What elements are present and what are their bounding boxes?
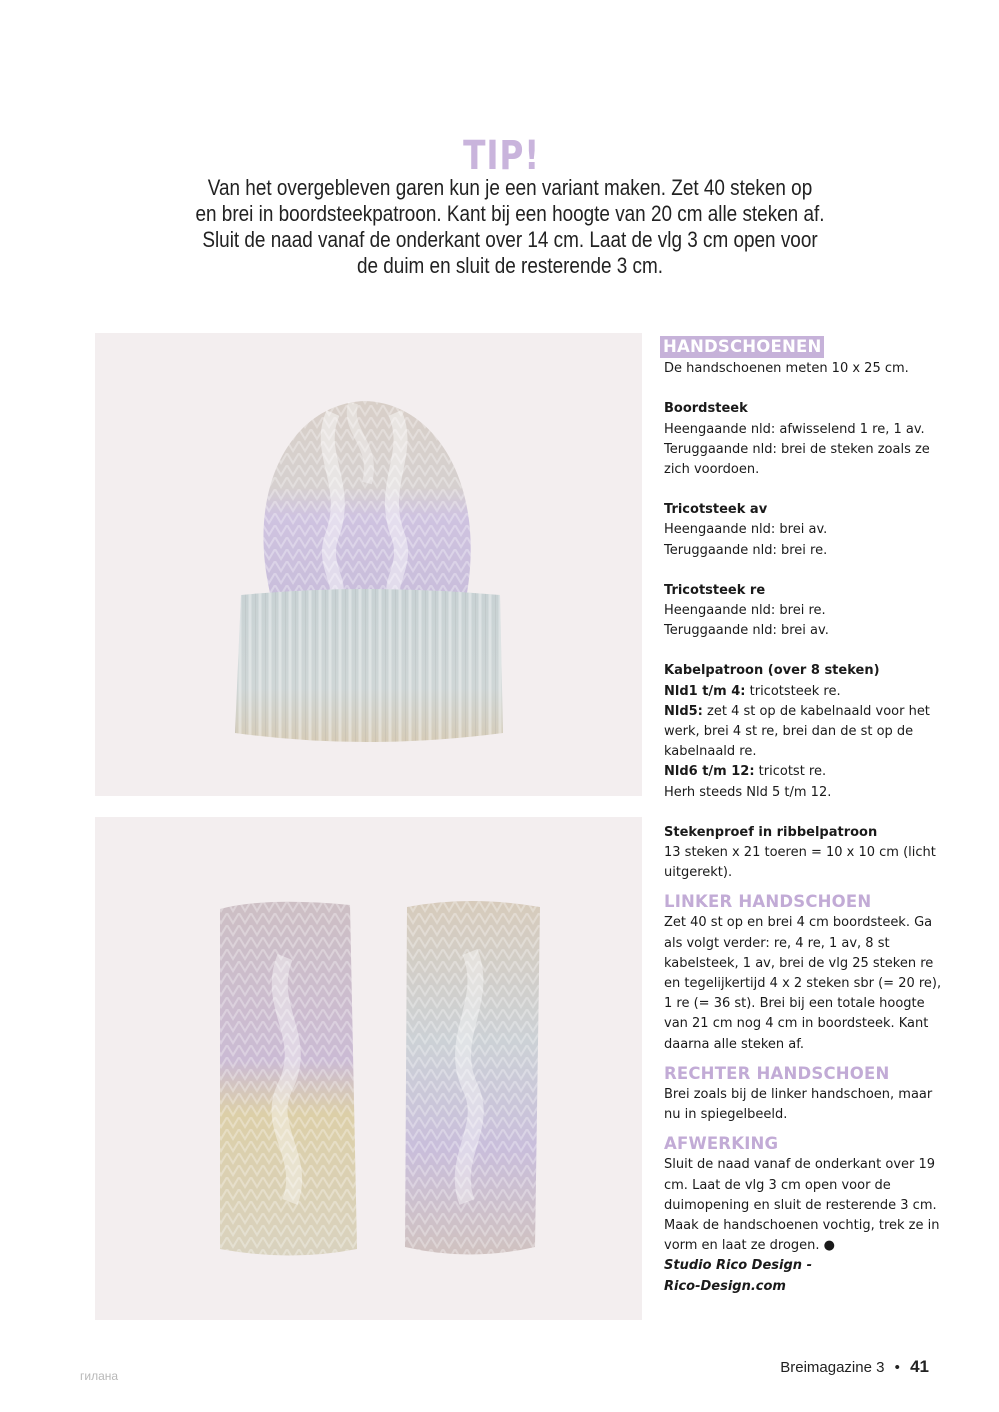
size-text: De handschoenen meten 10 x 25 cm. <box>664 361 909 377</box>
tip-line: de duim en sluit de resterende 3 cm. <box>356 253 664 278</box>
tip-line: en brei in boordsteekpatroon. Kant bij een hoogte van 20 cm alle steken af. <box>195 201 825 226</box>
instruction-line: Teruggaande nld: brei re. <box>664 542 828 558</box>
instruction-line <box>664 682 944 702</box>
magazine-name: Breimagazine 3 <box>780 1359 885 1376</box>
tip-line: Sluit de naad vanaf de onderkant over 14 cm. Laat de vlg 3 cm open voor <box>202 227 818 252</box>
knitted-gloves-image <box>95 817 642 1320</box>
instruction-line <box>664 702 944 763</box>
knitted-hat-image <box>95 333 642 796</box>
subheading: Tricotsteek re <box>664 582 766 598</box>
instructions-column <box>664 336 944 1297</box>
credit-line: Studio Rico Design - <box>664 1258 812 1274</box>
footer-bullet: • <box>894 1359 900 1376</box>
instruction-line <box>664 762 944 782</box>
row-text: zet 4 st op de kabelnaald voor het werk, brei 4 st re, brei dan de st op de kabelnaald re. <box>664 703 930 760</box>
row-label: Nld5: <box>664 703 703 719</box>
section-heading: RECHTER HANDSCHOEN <box>664 1063 890 1083</box>
instruction-line: Teruggaande nld: brei av. <box>664 623 829 639</box>
row-text: tricotst re. <box>754 764 827 780</box>
row-text: tricotsteek re. <box>745 683 841 699</box>
instruction-paragraph: Zet 40 st op en brei 4 cm boordsteek. Ga als volgt verder: re, 4 re, 1 av, 8 st kabelsteek, 1 av, brei de vlg 25 steken re en tegelijkertijd 4 x 2 steken sbr (= 20 re), 1 re (= 36 st). Brei bij een totale hoogte van 21 cm nog 4 cm in boordsteek. Kant daarna alle steken af. <box>664 915 942 1052</box>
instruction-line: Teruggaande nld: brei de steken zoals ze zich voordoen. <box>664 441 930 478</box>
row-label: Nld6 t/m 12: <box>664 764 755 780</box>
tip-line: Van het overgebleven garen kun je een variant maken. Zet 40 steken op <box>207 175 813 200</box>
row-label: Nld1 t/m 4: <box>664 683 746 699</box>
credit-link: Rico-Design.com <box>664 1278 786 1294</box>
watermark: гилана <box>80 1369 119 1383</box>
subheading: Kabelpatroon (over 8 steken) <box>664 663 880 679</box>
instruction-line: Herh steeds Nld 5 t/m 12. <box>664 784 832 800</box>
section-heading: LINKER HANDSCHOEN <box>664 892 872 912</box>
section-heading: AFWERKING <box>664 1134 779 1154</box>
instruction-line: Heengaande nld: brei av. <box>664 522 828 538</box>
gloves-photo <box>95 817 642 1320</box>
section-heading: HANDSCHOENEN <box>660 336 824 358</box>
instruction-paragraph: Sluit de naad vanaf de onderkant over 19 cm. Laat de vlg 3 cm open voor de duimopening en sluit de resterende 3 cm. Maak de handschoenen vochtig, trek ze in vorm en laat ze drogen. ● <box>664 1157 940 1254</box>
subheading: Boordsteek <box>664 401 748 417</box>
instruction-line: Heengaande nld: brei re. <box>664 603 826 619</box>
page-footer <box>780 1357 929 1377</box>
instruction-line: Heengaande nld: afwisselend 1 re, 1 av. <box>664 421 925 437</box>
instruction-line: 13 steken x 21 toeren = 10 x 10 cm (licht uitgerekt). <box>664 845 936 881</box>
subheading: Tricotsteek av <box>664 502 768 518</box>
tip-body <box>110 175 910 279</box>
tip-title: TIP! <box>463 133 540 179</box>
instruction-paragraph: Brei zoals bij de linker handschoen, maar nu in spiegelbeeld. <box>664 1086 933 1123</box>
page-number: 41 <box>910 1357 929 1376</box>
subheading: Stekenproef in ribbelpatroon <box>664 824 878 840</box>
hat-photo <box>95 333 642 796</box>
